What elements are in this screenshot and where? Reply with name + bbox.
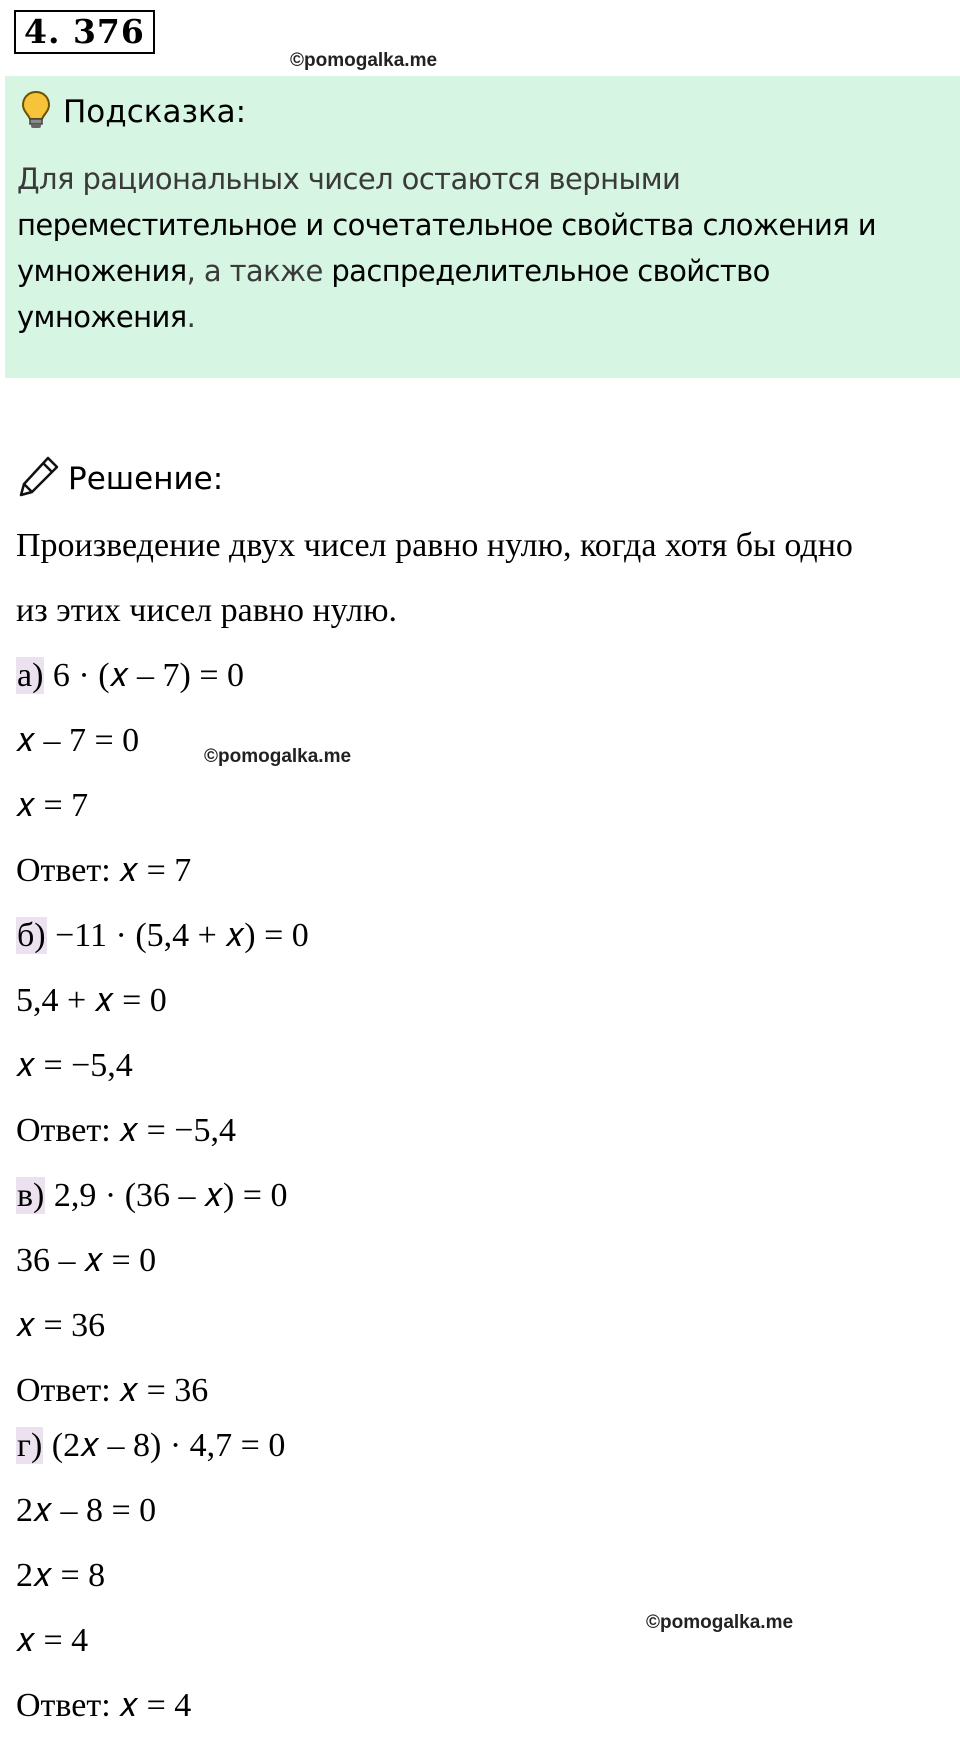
hint-text-segment: . bbox=[186, 300, 196, 334]
part-a-step: 𝑥 = 7 bbox=[16, 787, 89, 824]
watermark-top: ©pomogalka.me bbox=[290, 50, 438, 71]
equation-text: 2,9 · (36 – 𝑥) = 0 bbox=[53, 1177, 288, 1214]
part-d-answer: Ответ: 𝑥 = 4 bbox=[16, 1687, 192, 1724]
hint-title: Подсказка: bbox=[63, 94, 247, 130]
watermark-bottom: ©pomogalka.me bbox=[646, 1612, 794, 1633]
part-c-step: 36 – 𝑥 = 0 bbox=[16, 1242, 157, 1279]
part-label: г) bbox=[17, 1427, 43, 1464]
part-b-answer: Ответ: 𝑥 = −5,4 bbox=[16, 1112, 236, 1149]
hint-text bbox=[17, 156, 947, 340]
equation-text: 6 · (𝑥 – 7) = 0 bbox=[52, 657, 245, 694]
hint-text-segment: , а также bbox=[186, 254, 332, 288]
part-label: в) bbox=[17, 1177, 45, 1214]
solution-header bbox=[18, 455, 223, 502]
hint-term-distributive: распределительное свойство умножения bbox=[17, 254, 770, 334]
part-c-equation bbox=[16, 1176, 287, 1216]
part-d-step: 𝑥 = 4 bbox=[16, 1622, 89, 1659]
watermark-middle: ©pomogalka.me bbox=[204, 746, 352, 767]
part-a-step: 𝑥 – 7 = 0 bbox=[16, 722, 140, 759]
solution-title: Решение: bbox=[68, 460, 224, 497]
solution-intro-line-2: из этих чисел равно нулю. bbox=[16, 592, 398, 629]
part-a-equation bbox=[16, 656, 244, 696]
equation-text: −11 · (5,4 + 𝑥) = 0 bbox=[55, 917, 309, 954]
part-d-step: 2𝑥 = 8 bbox=[16, 1557, 106, 1594]
part-d-step: 2𝑥 – 8 = 0 bbox=[16, 1492, 157, 1529]
hint-box bbox=[5, 76, 960, 378]
part-label: а) bbox=[17, 657, 44, 694]
part-d-equation bbox=[16, 1426, 285, 1466]
solution-intro-line-1: Произведение двух чисел равно нулю, когда хотя бы одно bbox=[16, 527, 853, 564]
part-b-step: 5,4 + 𝑥 = 0 bbox=[16, 982, 167, 1019]
lightbulb-icon bbox=[21, 90, 51, 135]
part-b-equation bbox=[16, 916, 309, 956]
equation-text: (2𝑥 – 8) · 4,7 = 0 bbox=[51, 1427, 286, 1464]
part-a-answer: Ответ: 𝑥 = 7 bbox=[16, 852, 192, 889]
hint-term-commutative-associative: переместительное и сочетательное свойства сложения и умножения bbox=[17, 208, 876, 288]
hint-header bbox=[21, 90, 246, 134]
part-label: б) bbox=[17, 917, 46, 954]
pencil-icon bbox=[18, 455, 60, 502]
problem-number: 4. 376 bbox=[14, 10, 155, 54]
part-b-step: 𝑥 = −5,4 bbox=[16, 1047, 133, 1084]
hint-text-segment: Для рациональных чисел остаются верными bbox=[17, 162, 681, 196]
part-c-step: 𝑥 = 36 bbox=[16, 1307, 106, 1344]
part-c-answer: Ответ: 𝑥 = 36 bbox=[16, 1372, 209, 1409]
